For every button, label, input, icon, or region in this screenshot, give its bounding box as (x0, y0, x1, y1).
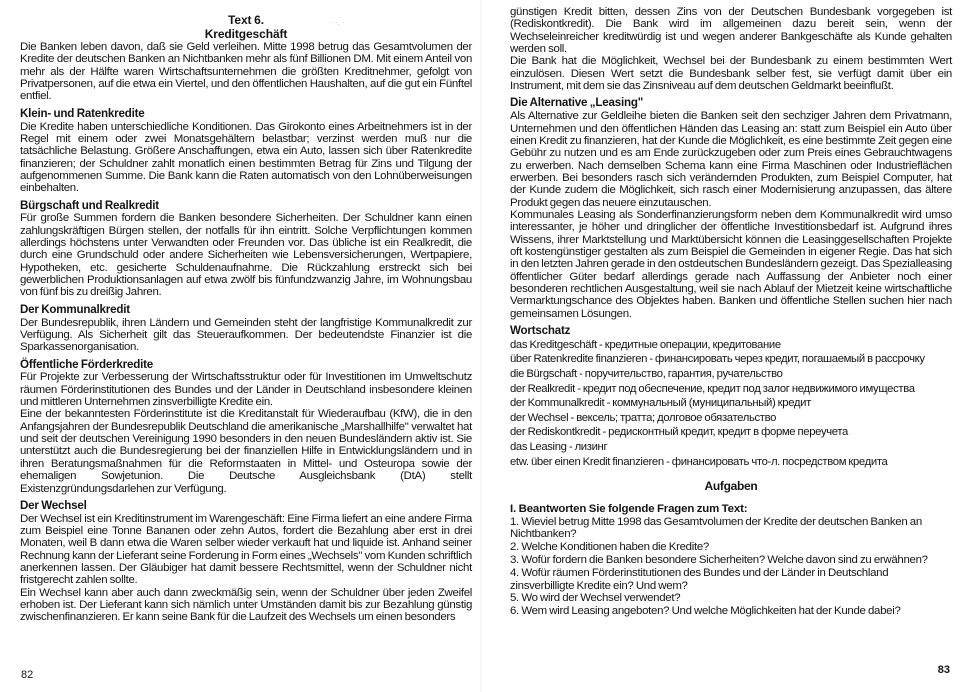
continuation-paragraph: günstigen Kredit bitten, dessen Zins von der Deutschen Bundesbank vorgegeben ist (Rediskontkredit). Die Bank wird im allgemeinen dazu bereit sein, wenn der Wechseleinreicher kreditwürdig ist und wegen anderer Bankgeschäfte als Kunde gehalten werden soll. (510, 6, 952, 56)
question-item: 6. Wem wird Leasing angeboten? Und welche Möglichkeiten hat der Kunde dabei? (510, 605, 901, 618)
section-heading: Der Wechsel (20, 498, 87, 512)
section-paragraph: Die Kredite haben unterschiedliche Konditionen. Das Girokonto eines Arbeitnehmers ist in der Regel mit einem oder zwei Monatsgehältern belastbar; verzinst werden muß nur die tatsächliche Belastung. Größere Anschaffungen, etwa ein Auto, lassen sich über Ratenkredite finanzieren; der Schuldner zahlt monatlich einen bestimmten Betrag für Zins und Tilgung der aufgenommenen Summe. Die Bank kann die Raten automatisch von den Lohnüberweisungen einbehalten. (20, 120, 472, 195)
section-paragraph: Für große Summen fordern die Banken besondere Sicherheiten. Der Schuldner kann einen zahlungskräftigen Bürgen stellen, der notfalls für ihn eintritt. Solche Verpflichtungen kommen allerdings höchstens unter Verwandten oder Freunden vor. Das übliche ist ein Realkredit, die durch eine Grundschuld oder andere Sicherheiten wie Lebensversicherungen, Wertpapiere, Hypotheken, etc. gesicherte Schuldenaufnahme. Die Rückzahlung erstreckt sich bei gewerblichen Produktionsanlagen auf etwa zwölf bis fünfundzwanzig Jahre, im Wohnungsbau von fünf bis zu dreißig Jahren. (20, 212, 472, 299)
section-heading: Bürgschaft und Realkredit (20, 198, 159, 212)
section-paragraph: Ein Wechsel kann aber auch dann zweckmäßig sein, wenn der Schuldner über jeden Zweifel erhoben ist. Der Lieferant kann sich nämlich unter Umständen damit bis zur Bezahlung günstig zwischenfinanzieren. Er kann seine Bank für die Laufzeit des Wechsels um einen besonders (20, 586, 472, 624)
question-item: 2. Welche Konditionen haben die Kredite? (510, 541, 709, 554)
vocabulary-entry: der Realkredit - кредит под обеспечение, кредит под залог недвижимого имущества (510, 382, 915, 395)
vocabulary-entry: der Wechsel - вексель; тратта; долговое обязательство (510, 411, 777, 424)
continuation-paragraph: Die Bank hat die Möglichkeit, Wechsel bei der Bundesbank zu einem bestimmten Wert einzulösen. Diesen Wert setzt die Bundesbank selber fest, sie verfügt damit über ein Instrument, mit dem sie das Zinsniveau auf dem deutschen Geldmarkt beeinflußt. (510, 55, 952, 93)
page-number-left: 82 (21, 669, 34, 681)
vocabulary-entry: das Leasing - лизинг (510, 441, 608, 453)
text-title: Kreditgeschäft (204, 26, 288, 41)
vocabulary-entry: etw. über einen Kredit finanzieren - финансировать что-л. посредством кредита (510, 455, 888, 468)
right-page (481, 0, 962, 692)
question-item: 5. Wo wird der Wechsel verwendet? (510, 592, 681, 605)
vocabulary-heading: Wortschatz (510, 324, 571, 338)
section-heading: Klein- und Ratenkredite (20, 106, 145, 120)
vocabulary-list (510, 338, 952, 469)
vocabulary-entry: der Kommunalkredit - коммунальный (муниципальный) кредит (510, 397, 811, 410)
question-item: 1. Wieviel betrug Mitte 1998 das Gesamtvolumen der Kredite der deutschen Banken an Nichtbanken? (510, 515, 922, 541)
scan-speck: · ·. · (330, 18, 345, 27)
tasks-heading: Aufgaben (704, 479, 758, 494)
vocabulary-entry: die Bürgschaft - поручительство, гарантия, ручательство (510, 368, 783, 381)
intro-paragraph: Die Banken leben davon, daß sie Geld verleihen. Mitte 1998 betrug das Gesamtvolumen der Kredite der deutschen Banken an Nichtbanken mehr als fünf Billionen DM. Mit einem Anteil von mehr als der Hälfte waren Wirtschaftsunternehmen die größten Kreditnehmer, gefolgt von Privatpersonen, auf die etwa ein Viertel, und den öffentlichen Haushalten, auf die gut ein Fünftel entfiel. (20, 41, 472, 103)
section-paragraph: Der Wechsel ist ein Kreditinstrument im Warengeschäft: Eine Firma liefert an eine andere Firma zum Beispiel eine Tonne Bananen oder zehn Autos, fordert die Bezahlung aber erst in drei Monaten, weil B dann etwa die Waren selber wieder verkauft hat und liquide ist. Anhand seiner Rechnung kann der Lieferant seine Forderung in Form eines „Wechsels" vom Kunden schriftlich anerkennen lassen. Der Gläubiger hat damit bessere Rechtsmittel, wenn der Schuldner nicht fristgerecht zahlen sollte. (20, 512, 472, 587)
section-paragraph: Als Alternative zur Geldleihe bieten die Banken seit den sechziger Jahren dem Privatmann, Unternehmen und den öffentlichen Händen das Leasing an: statt zum Beispiel ein Auto über einen Kredit zu finanzieren, hat der Kunde die Möglichkeit, es eine bestimmte Zeit gegen eine Gebühr zu nutzen und es am Ende zurückzugeben oder zum Preis eines Gebrauchtwagens zu erwerben. Nach demselben Schema kann eine Firma Maschinen oder Industrieflächen erwerben. Bei besonders rasch sich verändernden Produkten, zum Beispiel Computer, hat der Kunde zudem die Möglichkeit, sich rasch einer Modernisierung anzupassen, das ältere Produkt gegen das neuere einzutauschen. (510, 110, 952, 209)
text-number: Text 6. (228, 13, 264, 27)
section-paragraph: Eine der bekanntesten Förderinstitute ist die Kreditanstalt für Wiederaufbau (KfW), die in den Anfangsjahren der Bundesrepublik Deutschland die amerikanische „Marshallhilfe" verwaltet hat und seit der deutschen Vereinigung 1990 besonders in den neuen Bundesländern aktiv ist. Sie unterstützt auch die Bundesregierung bei der finanziellen Hilfe in Entwicklungsländern und in ihren Beratungsmaßnahmen für die Reformstaaten in Mittel- und Osteuropa sowie der ehemaligen Sowjetunion. Die Deutsche Ausgleichsbank (DtA) stellt Existenzgründungsdarlehen zur Verfügung. (20, 408, 472, 495)
vocabulary-entry: der Rediskontkredit - редисконтный кредит, кредит в форме переучета (510, 426, 848, 439)
page-number-right: 83 (937, 664, 950, 676)
question-item: 4. Wofür räumen Förderinstitutionen des Bundes und der Länder in Deutschland zinsverbilligte Kredite ein? Und wem? (510, 566, 889, 592)
vocabulary-entry: das Kreditgeschäft - кредитные операции, кредитование (510, 338, 781, 351)
vocabulary-entry: über Ratenkredite finanzieren - финансировать через кредит, погашаемый в рассрочку (510, 353, 925, 366)
left-column (20, 14, 472, 624)
right-column (510, 6, 952, 618)
question-item: 3. Wofür fordern die Banken besondere Sicherheiten? Welche davon sind zu erwähnen? (510, 553, 928, 566)
section-paragraph: Für Projekte zur Verbesserung der Wirtschaftsstruktur oder für Investitionen im Umweltschutz räumen Förderinstitutionen des Bundes und der Länder in Deutschland insbesondere kleinen und mittleren Unternehmen zinsverbilligte Kredite ein. (20, 371, 472, 409)
section-heading: Der Kommunalkredit (20, 302, 130, 316)
section-paragraph: Der Bundesrepublik, ihren Ländern und Gemeinden steht der langfristige Kommunalkredit zur Verfügung. Als Sicherheit gilt das Steueraufkommen. Der bedeutendste Finanzier ist die Sparkassenorganisation. (20, 316, 472, 354)
section-heading: Öffentliche Förderkredite (20, 357, 154, 371)
tasks-subheading: I. Beantworten Sie folgende Fragen zum Text: (510, 503, 748, 516)
section-heading: Die Alternative „Leasing" (510, 96, 644, 110)
section-paragraph: Kommunales Leasing als Sonderfinanzierungsform neben dem Kommunalkredit wird umso interessanter, je höher und dringlicher der öffentliche Investitionsbedarf ist. Aufgrund ihres Wissens, ihrer Marktstellung und Marktübersicht können die Leasinggesellschaften Projekte oft kostengünstiger gestalten als zum Beispiel die Gemeinden in eigener Regie. Das hat sich in den letzten Jahren gerade in den ostdeutschen Bundesländern gezeigt. Das Spezialleasing öffentlicher Güter bedarf allerdings gerade nach Auffassung der Anbieter noch einer besonderen rechtlichen Ausgestaltung, weil sie nach Ablauf der Mietzeit keine wirtschaftliche Vermarktungschance des Objektes haben. Banken und öffentliche Stellen suchen hier nach gemeinsamen Lösungen. (510, 208, 952, 320)
